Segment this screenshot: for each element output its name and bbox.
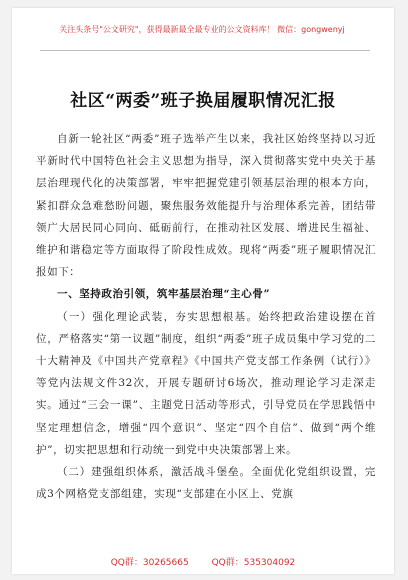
footer-qq-group-1: QQ群：30265665 (110, 558, 189, 568)
header-divider (40, 50, 370, 51)
section-1-paragraph-2: （二）建强组织体系，激活战斗堡垒。全面优化党组织设置，完成3个网格党支部组建，实现“支部建在小区上、党旗 (36, 466, 376, 501)
section-heading-1: 一、坚持政治引领，筑牢基层治理“主心骨” (57, 288, 271, 301)
footer-qq-group-2: QQ群：535304092 (211, 558, 296, 568)
document-page (12, 8, 394, 574)
document-title: 社区“两委”班子换届履职情况汇报 (70, 91, 336, 111)
section-1-paragraph-1: （一）强化理论武装，夯实思想根基。始终把政治建设摆在首位，严格落实“第一议题”制度，组织“两委”班子成员集中学习党的二十大精神及《中国共产党章程》《中国共产党支部工作条例（试行）》等党内法规文件32次，开展专题研讨6场次，推动理论学习走深走实。通过“三会一课”、主题党日活动等形式，引导党员在学思践悟中坚定理想信念，增强“四个意识”、坚定“四个自信”、做到“两个维护”，切实把思想和行动统一到党中央决策部署上来。 (36, 310, 376, 456)
intro-paragraph: 自新一轮社区“两委”班子选举产生以来，我社区始终坚持以习近平新时代中国特色社会主义思想为指导，深入贯彻落实党中央关于基层治理现代化的决策部署，牢牢把握党建引领基层治理的根本方向，紧扣群众急难愁盼问题，聚焦服务效能提升与治理体系完善，团结带领广大居民同心同向、砥砺前行，在推动社区发展、增进民生福祉、维护和谐稳定等方面取得了阶段性成效。现将“两委”班子履职情况汇报如下： (36, 133, 376, 279)
footer-contact (12, 555, 394, 568)
document-body (36, 128, 376, 505)
header-ad-text: 关注头条号"公文研究"，获得最新最全最专业的公文资料库！ 微信：gongwenyj (59, 25, 345, 34)
